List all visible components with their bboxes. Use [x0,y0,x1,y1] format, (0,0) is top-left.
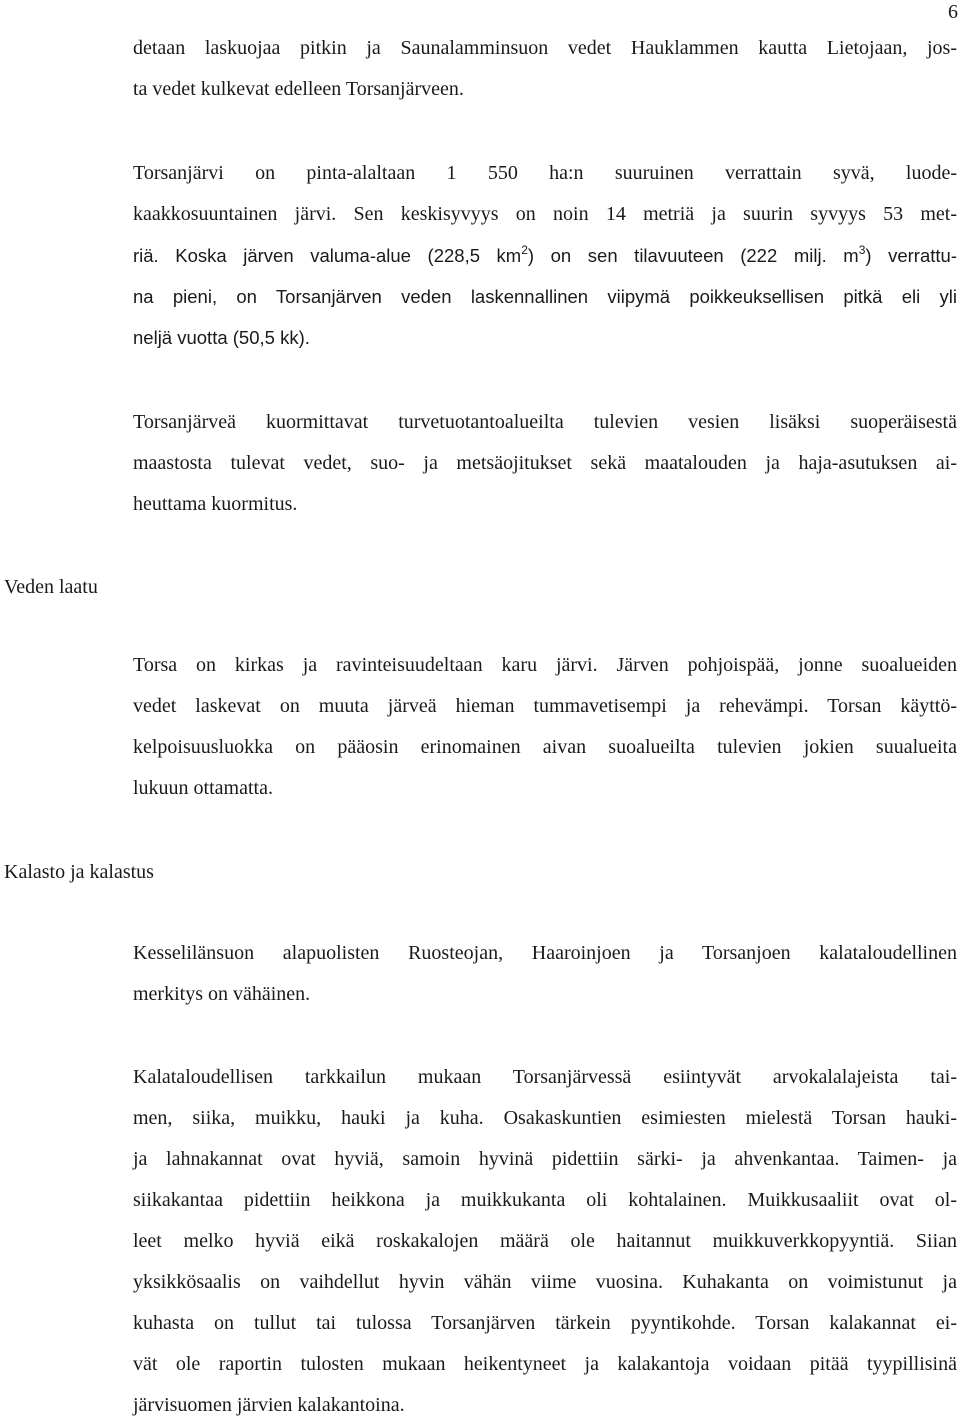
text-line: kaakkosuuntainen järvi. Sen keskisyvyys on noin 14 metriä ja suurin syvyys 53 met- [133,203,957,225]
text-line: lukuun ottamatta. [133,777,273,799]
page-number: 6 [948,1,958,23]
text-line: vedet laskevat on muuta järveä hieman tummavetisempi ja rehevämpi. Torsan käyttö- [133,695,957,717]
section-heading-fish-and-fishing: Kalasto ja kalastus [4,861,154,883]
superscript: 3 [858,243,866,257]
text-segment: ) on sen tilavuuteen (222 milj. m [527,245,859,266]
text-line: kelpoisuusluokka on pääosin erinomainen aivan suoalueilta tulevien jokien suualueita [133,736,957,758]
text-segment: riä. Koska järven valuma-alue (228,5 km [133,245,522,266]
text-line: Kesselilänsuon alapuolisten Ruosteojan, Haaroinjoen ja Torsanjoen kalataloudellinen [133,942,957,964]
superscript: 2 [521,243,528,257]
text-line: vät ole raportin tulosten mukaan heikentyneet ja kalakantoja voidaan pitää tyypillisinä [133,1353,957,1375]
paragraph-water-quality [133,645,957,809]
paragraph-lake-description [133,153,957,358]
text-line: kuhasta on tullut tai tulossa Torsanjärven tärkein pyyntikohde. Torsan kalakannat ei- [133,1312,957,1334]
text-line: heuttama kuormitus. [133,493,298,515]
text-segment: ) verrattu- [865,245,957,266]
text-line: men, siika, muikku, hauki ja kuha. Osakaskuntien esimiesten mielestä Torsan hauki- [133,1107,957,1129]
text-line: na pieni, on Torsanjärven veden laskennallinen viipymä poikkeuksellisen pitkä eli yli [133,286,957,307]
text-line-catchment [133,235,957,276]
paragraph-drainage [133,28,957,110]
text-line: neljä vuotta (50,5 kk). [133,327,310,348]
section-heading-water-quality: Veden laatu [4,576,98,598]
paragraph-fish-stocks [133,1057,957,1426]
paragraph-fishery-importance [133,933,957,1015]
text-line: siikakantaa pidettiin heikkona ja muikkukanta oli kohtalainen. Muikkusaaliit ovat ol- [133,1189,957,1211]
text-line: ta vedet kulkevat edelleen Torsanjärveen. [133,78,464,100]
text-line: Kalataloudellisen tarkkailun mukaan Torsanjärvessä esiintyvät arvokalalajeista tai- [133,1066,957,1088]
paragraph-loading [133,402,957,525]
text-line: maastosta tulevat vedet, suo- ja metsäojitukset sekä maatalouden ja haja-asutuksen ai- [133,452,957,474]
text-line: Torsanjärvi on pinta-alaltaan 1 550 ha:n suuruinen verrattain syvä, luode- [133,162,957,184]
text-line: ja lahnakannat ovat hyviä, samoin hyvinä pidettiin särki- ja ahvenkantaa. Taimen- ja [133,1148,957,1170]
text-line: Torsa on kirkas ja ravinteisuudeltaan karu järvi. Järven pohjoispää, jonne suoalueiden [133,654,957,676]
text-line: järvisuomen järvien kalakantoina. [133,1394,405,1416]
text-line: detaan laskuojaa pitkin ja Saunalamminsuon vedet Hauklammen kautta Lietojaan, jos- [133,37,957,59]
text-line: leet melko hyviä eikä roskakalojen määrä ole haitannut muikkuverkkopyyntiä. Siian [133,1230,957,1252]
text-line: Torsanjärveä kuormittavat turvetuotantoalueilta tulevien vesien lisäksi suoperäisestä [133,411,957,433]
text-line: yksikkösaalis on vaihdellut hyvin vähän viime vuosina. Kuhakanta on voimistunut ja [133,1271,957,1293]
text-line: merkitys on vähäinen. [133,983,311,1005]
